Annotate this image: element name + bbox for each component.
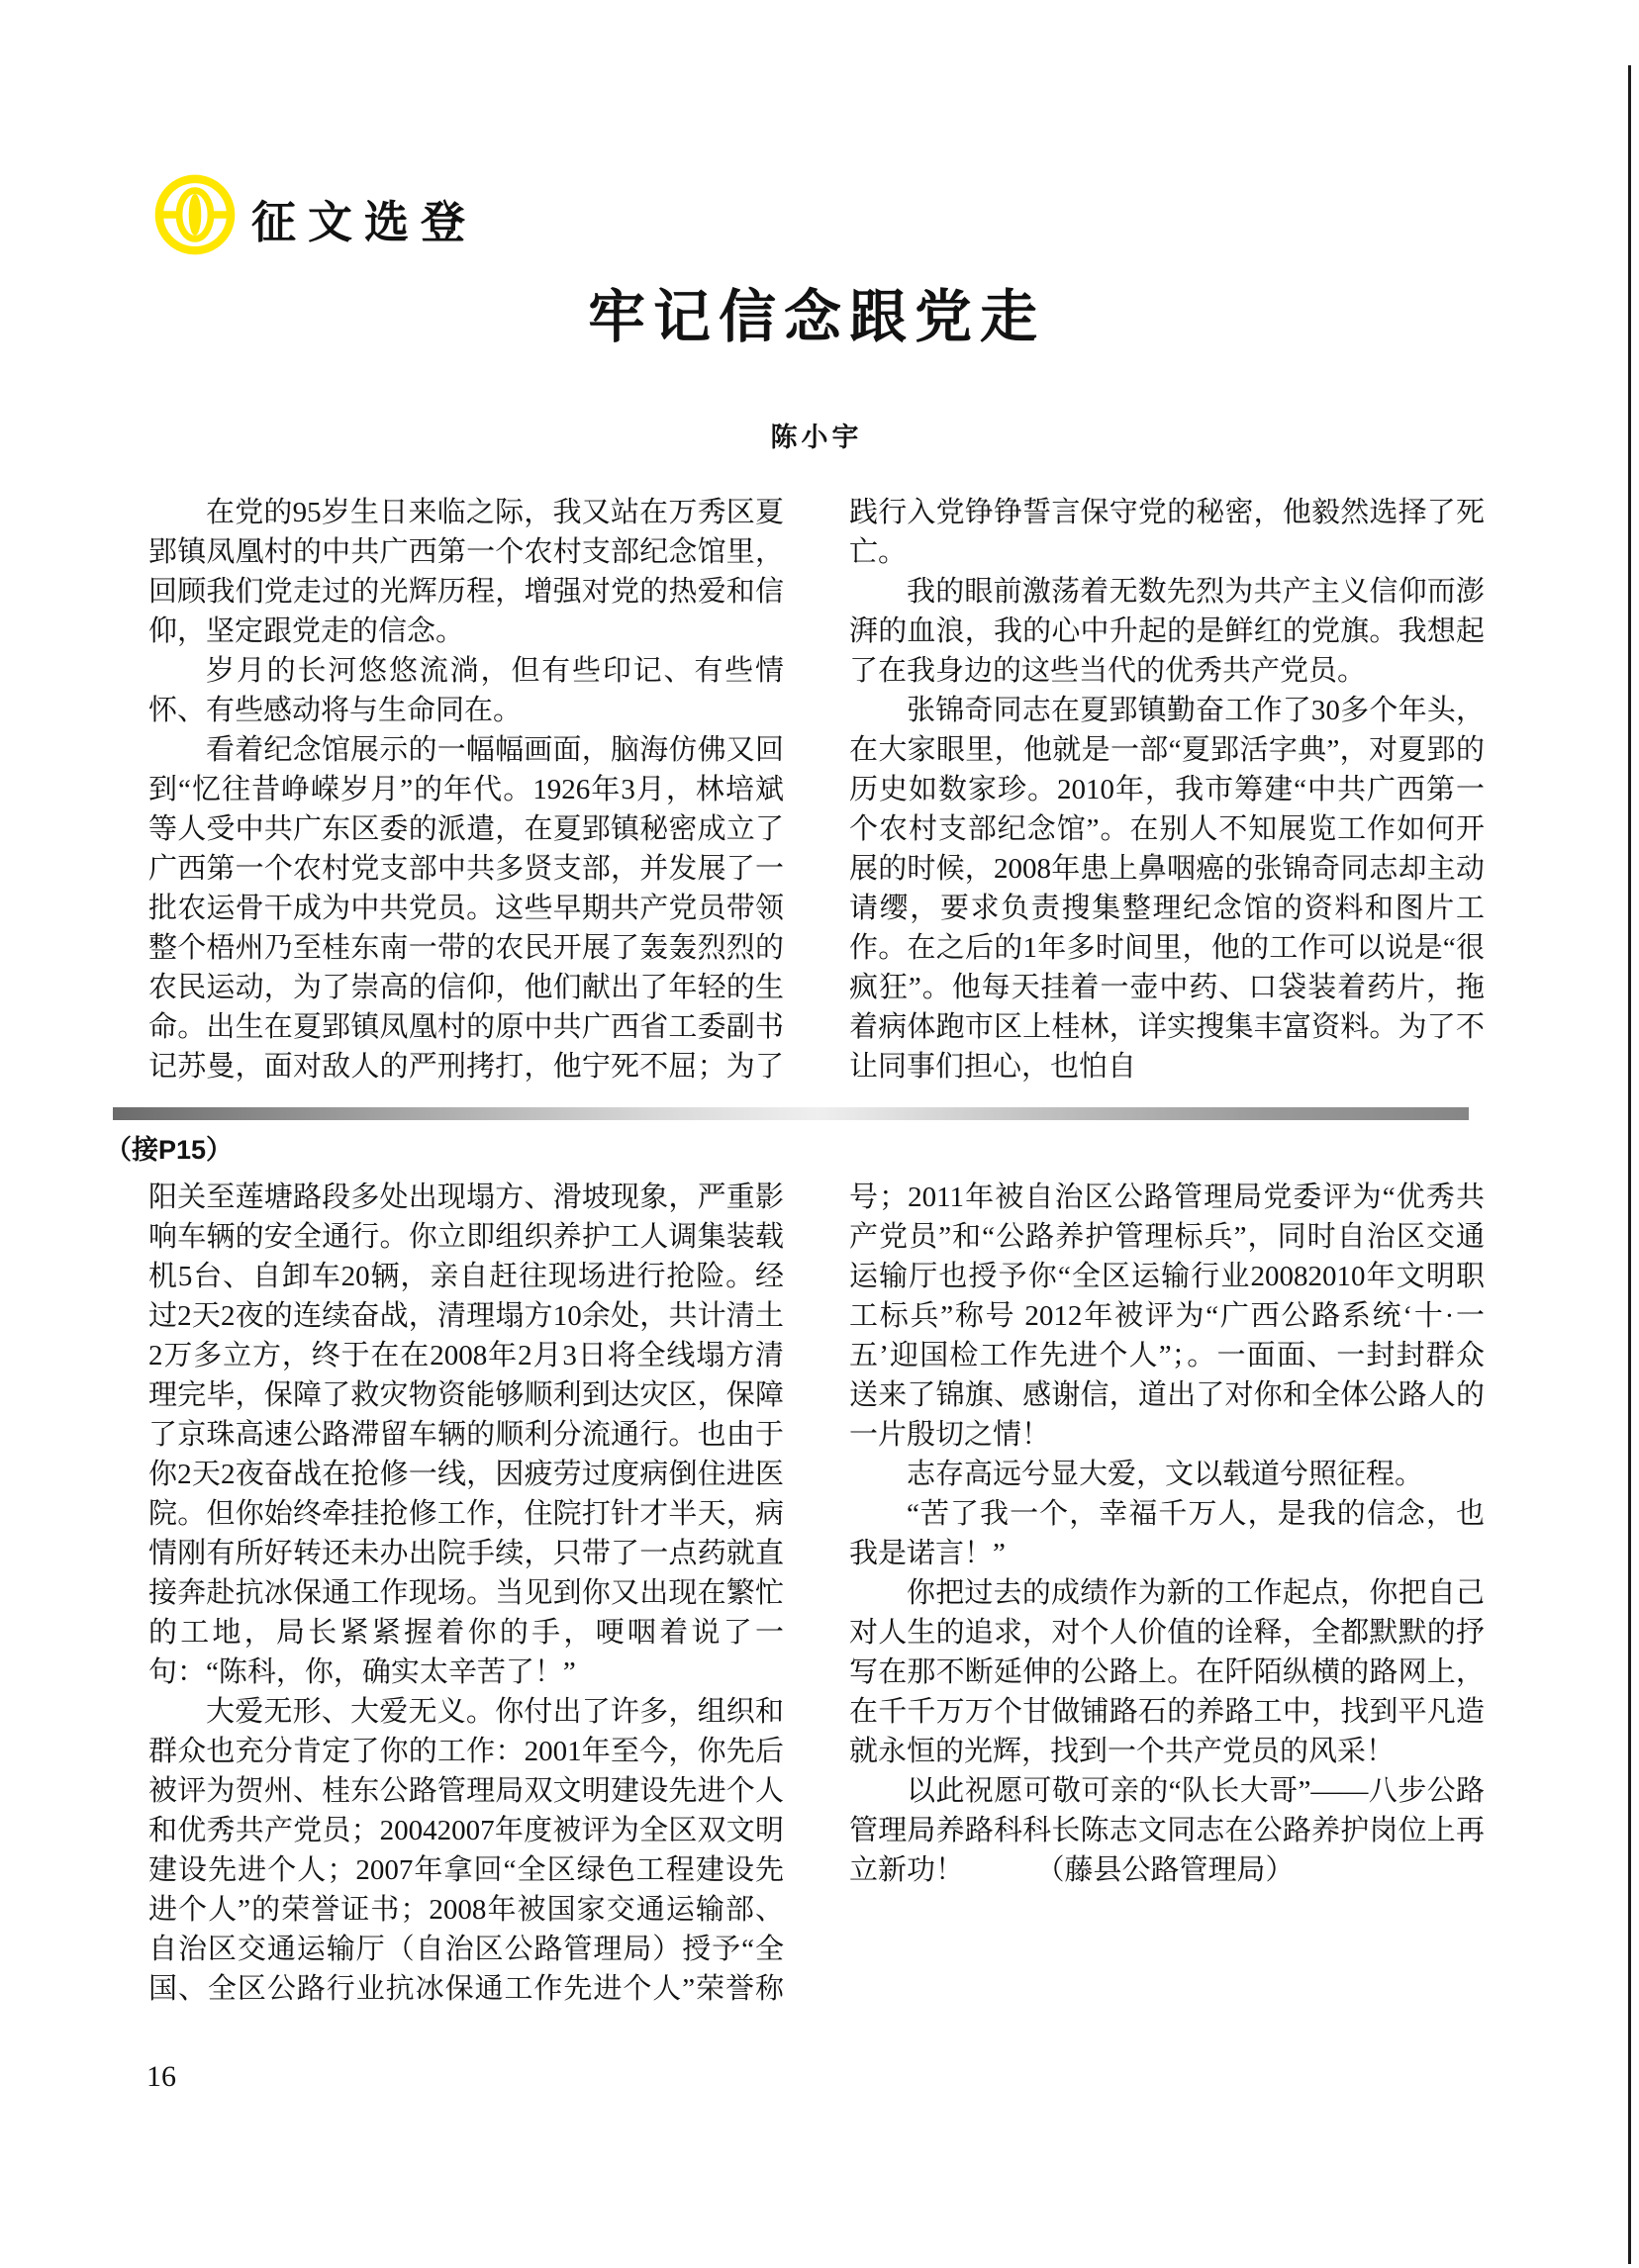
body-paragraph: “苦了我一个，幸福千万人，是我的信念，也我是诺言！”: [849, 1498, 1485, 1569]
article-body-top-section: [148, 493, 1485, 1092]
section-divider: [113, 1107, 1469, 1120]
body-paragraph: 阳关至莲塘路段多处出现塌方、滑坡现象，严重影响车辆的安全通行。你立即组织养护工人调集装载机5台、自卸车20辆，亲自赶往现场进行抢险。经过2天2夜的连续奋战，清理塌方10余处，共计清土2万多立方，终于在在2008年2月3日将全线塌方清理完毕，保障了救灾物资能够顺利到达灾区，保障了京珠高速公路滞留车辆的顺利分流通行。也由于你2天2夜奋战在抢修一线，因疲劳过度病倒住进医院。但你始终牵挂抢修工作，住院打针才半天，病情刚有所好转还未办出院手续，只带了一点药就直接奔赴抗冰保通工作现场。当见到你又出现在繁忙的工地，局长紧紧握着你的手，哽咽着说了一句：“陈科，你，确实太辛苦了！”: [148, 1181, 784, 1688]
emblem-center-bar: [189, 194, 202, 236]
article-body-continuation-section: [148, 1178, 1485, 2015]
body-paragraph: 大爱无形、大爱无义。你付出了许多，组织和群众也充分肯定了你的工作：2001年至今，你先后被评为贺州、桂东公路管理局双文明建设先进个人和优秀共产党员；20042007年度被评为全区双文明建设先进个人；2007年拿回“全区绿色工程建设先进个人”的荣誉证书；2008年被国家交通运输部、自治区交通运输厅（自治区公路管理局）授予“全国、全区公路行业抗冰保通工作先进个人”荣誉称号；2011年被自治区公路管理局党委评为“优秀共产党员”和“公路养护管理标兵”，同时自治区交通运输厅也授予你“全区运输行业20082010年文明职工标兵”称号 2012年被评为“广西公路系统‘十·一五’迎国检工作先进个人”；。一面面、一封封群众送来了锦旗、感谢信，道出了对你和全体公路人的一片殷切之情！: [148, 1181, 1485, 2005]
body-paragraph: 岁月的长河悠悠流淌，但有些印记、有些情怀、有些感动将与生命同在。: [148, 655, 784, 726]
body-paragraph: 看着纪念馆展示的一幅幅画面，脑海仿佛又回到“忆往昔峥嵘岁月”的年代。1926年3月，林培斌等人受中共广东区委的派遣，在夏郢镇秘密成立了广西第一个农村党支部中共多贤支部，并发展了一批农运骨干成为中共党员。这些早期共产党员带领整个梧州乃至桂东南一带的农民开展了轰轰烈烈的农民运动，为了崇高的信仰，他们献出了年轻的生命。出生在夏郢镇凤凰村的原中共广西省工委副书记苏曼，面对敌人的严刑拷打，他宁死不屈；为了践行入党铮铮誓言保守党的秘密，他毅然选择了死亡。: [148, 497, 1485, 1083]
body-paragraph: 在党的95岁生日来临之际，我又站在万秀区夏郢镇凤凰村的中共广西第一个农村支部纪念馆里，回顾我们党走过的光辉历程，增强对党的热爱和信仰，坚定跟党走的信念。: [148, 497, 784, 647]
page-number: 16: [146, 2060, 176, 2093]
article-author: 陈小宇: [770, 423, 863, 452]
article-title: 牢记信念跟党走: [587, 285, 1045, 349]
body-paragraph: 你把过去的成绩作为新的工作起点，你把自己对人生的追求，对个人价值的诠释，全都默默的抒写在那不断延伸的公路上。在阡陌纵横的路网上，在千千万万个甘做铺路石的养路工中，找到平凡造就永恒的光辉，找到一个共产党员的风采！: [849, 1577, 1485, 1767]
body-paragraph: 我的眼前激荡着无数先烈为共产主义信仰而澎湃的血浪，我的心中升起的是鲜红的党旗。我想起了在我身边的这些当代的优秀共产党员。: [849, 576, 1485, 687]
trade-union-emblem-icon: [153, 173, 237, 256]
column-section-label: 征文选登: [251, 198, 478, 247]
body-paragraph: 张锦奇同志在夏郢镇勤奋工作了30多个年头，在大家眼里，他就是一部“夏郢活字典”，对夏郢的历史如数家珍。2010年，我市筹建“中共广西第一个农村支部纪念馆”。在别人不知展览工作如何开展的时候，2008年患上鼻咽癌的张锦奇同志却主动请缨，要求负责搜集整理纪念馆的资料和图片工作。在之后的1年多时间里，他的工作可以说是“很疯狂”。他每天挂着一壶中药、口袋装着药片，拖着病体跑市区上桂林，详实搜集丰富资料。为了不让同事们担心，也怕自: [849, 695, 1485, 1083]
continuation-marker: （接P15）: [105, 1135, 234, 1165]
page-edge-rule: [1628, 65, 1631, 2264]
body-paragraph: 以此祝愿可敬可亲的“队长大哥”——八步公路管理局养路科科长陈志文同志在公路养护岗位上再立新功！ （藤县公路管理局）: [849, 1775, 1485, 1886]
body-paragraph: 志存高远兮显大爱，文以载道兮照征程。: [907, 1459, 1424, 1490]
